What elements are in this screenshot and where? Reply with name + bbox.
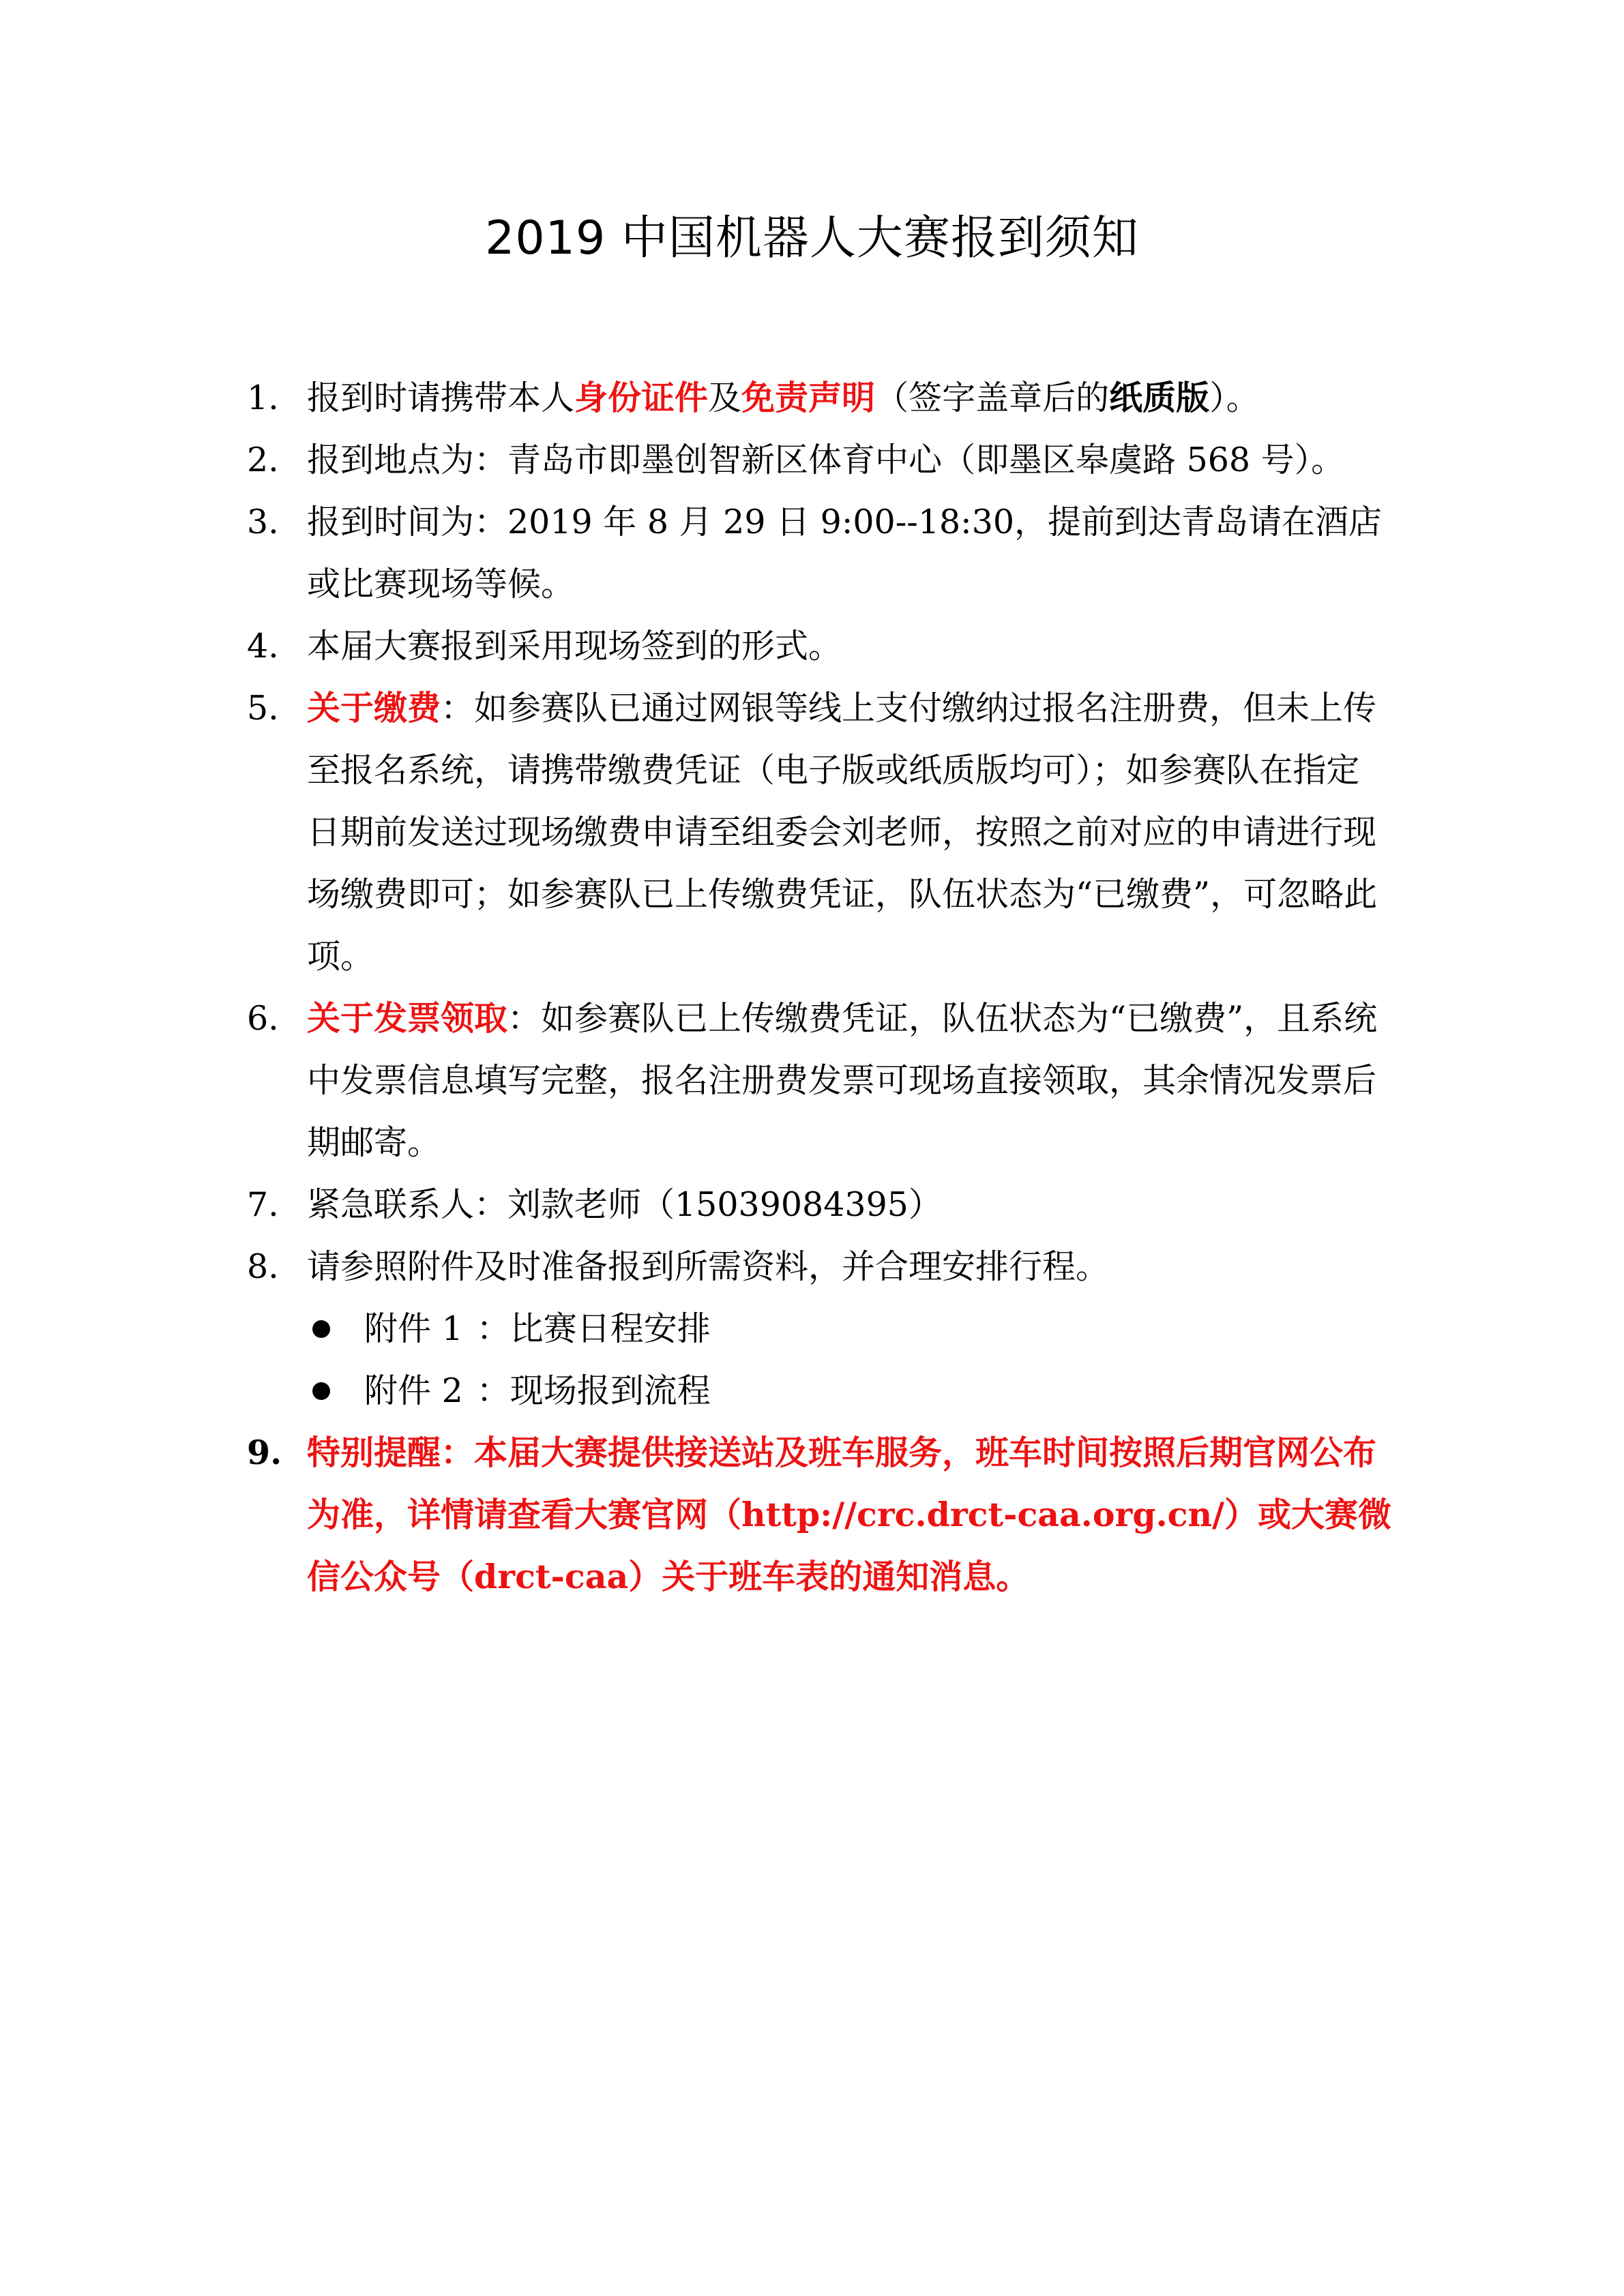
list-item-1 <box>247 367 1393 429</box>
item-text: 请参照附件及时准备报到所需资料，并合理安排行程。 <box>307 1247 1110 1286</box>
attachment-text: 现场报到流程 <box>510 1371 711 1410</box>
item-number: 5. <box>247 689 279 728</box>
item-number: 8. <box>247 1247 279 1286</box>
notice-list <box>247 367 1393 1608</box>
attachment-item-1 <box>307 1298 1393 1360</box>
item-text: 报到时间为：2019 年 8 月 29 日 9:00--18:30，提前到达青岛请在酒店或比赛现场等候。 <box>307 503 1383 603</box>
item-number: 4. <box>247 627 279 666</box>
list-item-6 <box>247 987 1393 1174</box>
item-number: 6. <box>247 999 279 1038</box>
attachment-label: 附件 2 <box>364 1371 463 1410</box>
attachment-separator: ： <box>476 1371 510 1410</box>
emphasis-paper-version: 纸质版 <box>1109 378 1210 417</box>
list-item-2 <box>247 429 1393 491</box>
special-reminder-text: 特别提醒：本届大赛提供接送站及班车服务，班车时间按照后期官网公布为准，详情请查看大赛官网（http://crc.drct-caa.org.cn/）或大赛微信公众号（drct-caa）关于班车表的通知消息。 <box>307 1433 1392 1596</box>
bullet-dot-icon <box>312 1320 330 1338</box>
item-label: 关于缴费 <box>307 688 441 728</box>
item-text: 本届大赛报到采用现场签到的形式。 <box>307 627 842 666</box>
item-text: ：如参赛队已上传缴费凭证，队伍状态为“已缴费”，且系统中发票信息填写完整，报名注册费发票可现场直接领取，其余情况发票后期邮寄。 <box>307 999 1378 1162</box>
list-item-4 <box>247 615 1393 677</box>
item-text: 紧急联系人：刘款老师（15039084395） <box>307 1185 942 1224</box>
item-text: 报到时请携带本人 <box>307 378 575 417</box>
highlight-id-document: 身份证件 <box>574 378 709 417</box>
item-label: 关于发票领取 <box>307 998 508 1038</box>
list-item-9 <box>247 1422 1393 1608</box>
attachment-text: 比赛日程安排 <box>510 1309 711 1348</box>
item-text: 及 <box>708 378 742 417</box>
attachment-list <box>247 1298 1393 1422</box>
bullet-dot-icon <box>312 1382 330 1400</box>
item-number: 9. <box>247 1433 282 1472</box>
highlight-disclaimer: 免责声明 <box>741 378 876 417</box>
item-number: 2. <box>247 441 279 479</box>
item-number: 3. <box>247 503 279 541</box>
list-item-3 <box>247 491 1393 615</box>
item-text: ）。 <box>1209 378 1260 417</box>
list-item-5 <box>247 677 1393 987</box>
item-number: 7. <box>247 1185 279 1224</box>
item-text: ：如参赛队已通过网银等线上支付缴纳过报名注册费，但未上传至报名系统，请携带缴费凭证（电子版或纸质版均可）；如参赛队在指定日期前发送过现场缴费申请至组委会刘老师，按照之前对应的申请进行现场缴费即可；如参赛队已上传缴费凭证，队伍状态为“已缴费”，可忽略此项。 <box>307 689 1378 976</box>
page-title: 2019 中国机器人大赛报到须知 <box>485 211 1139 265</box>
item-text: 报到地点为：青岛市即墨创智新区体育中心（即墨区皋虞路 568 号）。 <box>307 441 1345 479</box>
list-item-8 <box>247 1236 1393 1298</box>
item-text: （签字盖章后的 <box>875 378 1110 417</box>
item-number: 1. <box>247 378 279 417</box>
list-item-7 <box>247 1174 1393 1236</box>
attachment-label: 附件 1 <box>364 1309 463 1348</box>
attachment-separator: ： <box>476 1309 510 1348</box>
attachment-item-2 <box>307 1360 1393 1422</box>
